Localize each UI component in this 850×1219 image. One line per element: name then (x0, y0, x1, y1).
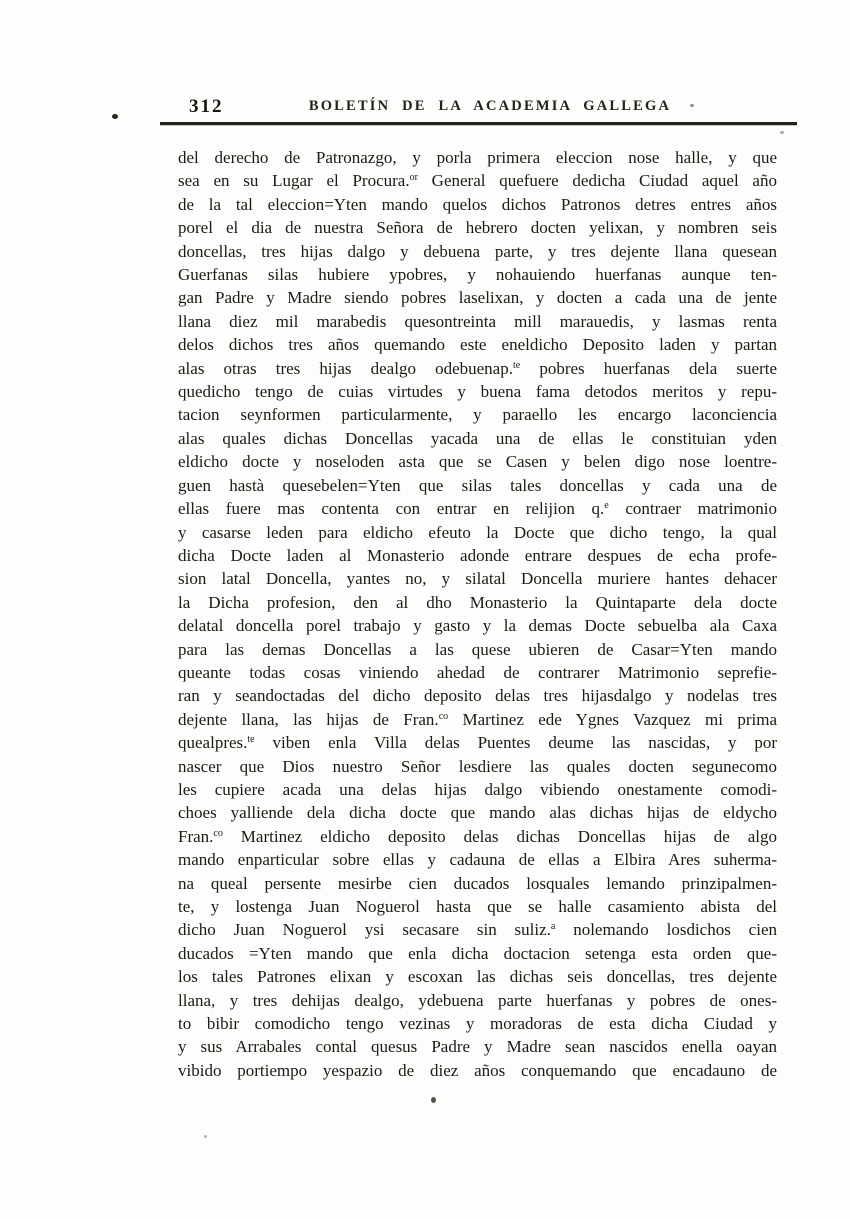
page-number: 312 (189, 96, 224, 117)
header-rule (160, 122, 797, 125)
text-line: para las demas Doncellas a las quese ubieren de Casar=Yten mando (178, 639, 777, 659)
text-line: gan Padre y Madre siendo pobres laselixan, y docten a cada una de jente (178, 288, 777, 308)
text-line: y sus Arrabales contal quesus Padre y Madre sean nascidos enella oayan (178, 1037, 777, 1057)
text-line: llana diez mil marabedis quesontreinta mill marauedis, y lasmas renta (178, 311, 777, 331)
text-line: queante todas cosas viniendo ahedad de contrarer Matrimonio seprefie- (178, 662, 777, 682)
text-line: delos dichos tres años quemando este eneldicho Deposito laden y partan (178, 335, 777, 355)
text-line: quedicho tengo de cuias virtudes y buena fama detodos meritos y repu- (178, 382, 777, 402)
scan-speck (431, 1097, 436, 1103)
text-line: dejente llana, las hijas de Fran.$^{co}$ Martinez ede Ygnes Vazquez mi prima (178, 709, 777, 729)
scan-speck (204, 1135, 207, 1138)
body-text (178, 146, 777, 1082)
text-line: la Dicha profesion, den al dho Monasterio la Quintaparte dela docte (178, 592, 777, 612)
scan-speck (690, 104, 694, 107)
text-line: alas otras tres hijas dealgo odebuenap.$^{te}$ pobres huerfanas dela suerte (178, 358, 777, 378)
text-line: porel el dia de nuestra Señora de hebrero docten yelixan, y nombren seis (178, 218, 777, 238)
text-line: tacion seynformen particularmente, y paraello les encargo laconciencia (178, 405, 777, 425)
scan-speck (780, 131, 784, 134)
text-line: alas quales dichas Doncellas yacada una de ellas le constituian yden (178, 428, 777, 448)
text-line: te, y lostenga Juan Noguerol hasta que se halle casamiento abista del (178, 897, 777, 916)
running-title: BOLETÍN DE LA ACADEMIA GALLEGA (308, 98, 672, 114)
text-line: dicha Docte laden al Monasterio adonde entrare despues de echa profe- (178, 545, 777, 565)
text-line: Fran.$^{co}$ Martinez eldicho deposito delas dichas Doncellas hijas de algo (178, 826, 777, 846)
text-line: les cupiere acada una delas hijas dalgo vibiendo onestamente comodi- (178, 779, 777, 799)
text-line: to bibir comodicho tengo vezinas y moradoras de esta dicha Ciudad y (178, 1014, 777, 1034)
text-line: eldicho docte y noseloden asta que se Casen y belen digo nose loentre- (178, 452, 777, 472)
text-line: Guerfanas silas hubiere ypobres, y nohauiendo huerfanas aunque ten- (178, 265, 777, 285)
text-line: choes yalliende dela dicha docte que mando alas dichas hijas de eldycho (178, 803, 777, 823)
text-line: sea en su Lugar el Procura.$^{or}$ General quefuere dedicha Ciudad aquel año (178, 171, 777, 191)
scan-speck (112, 114, 118, 119)
text-line: ducados =Yten mando que enla dicha doctacion setenga esta orden que- (178, 943, 777, 963)
text-line: dicho Juan Noguerol ysi secasare sin suliz.$^a$ nolemando losdichos cien (178, 920, 777, 940)
text-line: llana, y tres dehijas dealgo, ydebuena parte huerfanas y pobres de ones- (178, 990, 777, 1010)
text-line: mando enparticular sobre ellas y cadauna de ellas a Elbira Ares suherma- (178, 850, 777, 870)
text-line: delatal doncella porel trabajo y gasto y la demas Docte sebuelba ala Caxa (178, 616, 777, 636)
text-line: del derecho de Patronazgo, y porla primera eleccion nose halle, y que (178, 148, 777, 167)
text-line: los tales Patrones elixan y escoxan las dichas seis doncellas, tres dejente (178, 967, 777, 987)
text-line: y casarse leden para eldicho efeuto la Docte que dicho tengo, la qual (178, 522, 777, 542)
text-line: quealpres.$^{te}$ viben enla Villa delas Puentes deume las nascidas, y por (178, 733, 777, 753)
text-line: guen hastà quesebelen=Yten que silas tales doncellas y cada una de (178, 475, 777, 495)
page-header (0, 96, 850, 122)
text-line: doncellas, tres hijas dalgo y debuena parte, y tres dejente llana quesean (178, 241, 777, 261)
text-line: na queal persente mesirbe cien ducados losquales lemando prinzipalmen- (178, 873, 777, 893)
text-line: sion latal Doncella, yantes no, y silatal Doncella muriere hantes dehacer (178, 569, 777, 589)
text-line: de la tal eleccion=Yten mando quelos dichos Patronos detres entres años (178, 194, 777, 214)
text-line: nascer que Dios nuestro Señor lesdiere las quales docten segunecomo (178, 756, 777, 776)
text-line: vibido portiempo yespazio de diez años conquemando que encadauno de (178, 1060, 777, 1080)
text-line: ran y seandoctadas del dicho deposito delas tres hijasdalgo y nodelas tres (178, 686, 777, 706)
text-line: ellas fuere mas contenta con entrar en relijion q.$^e$ contraer matrimonio (178, 499, 777, 519)
